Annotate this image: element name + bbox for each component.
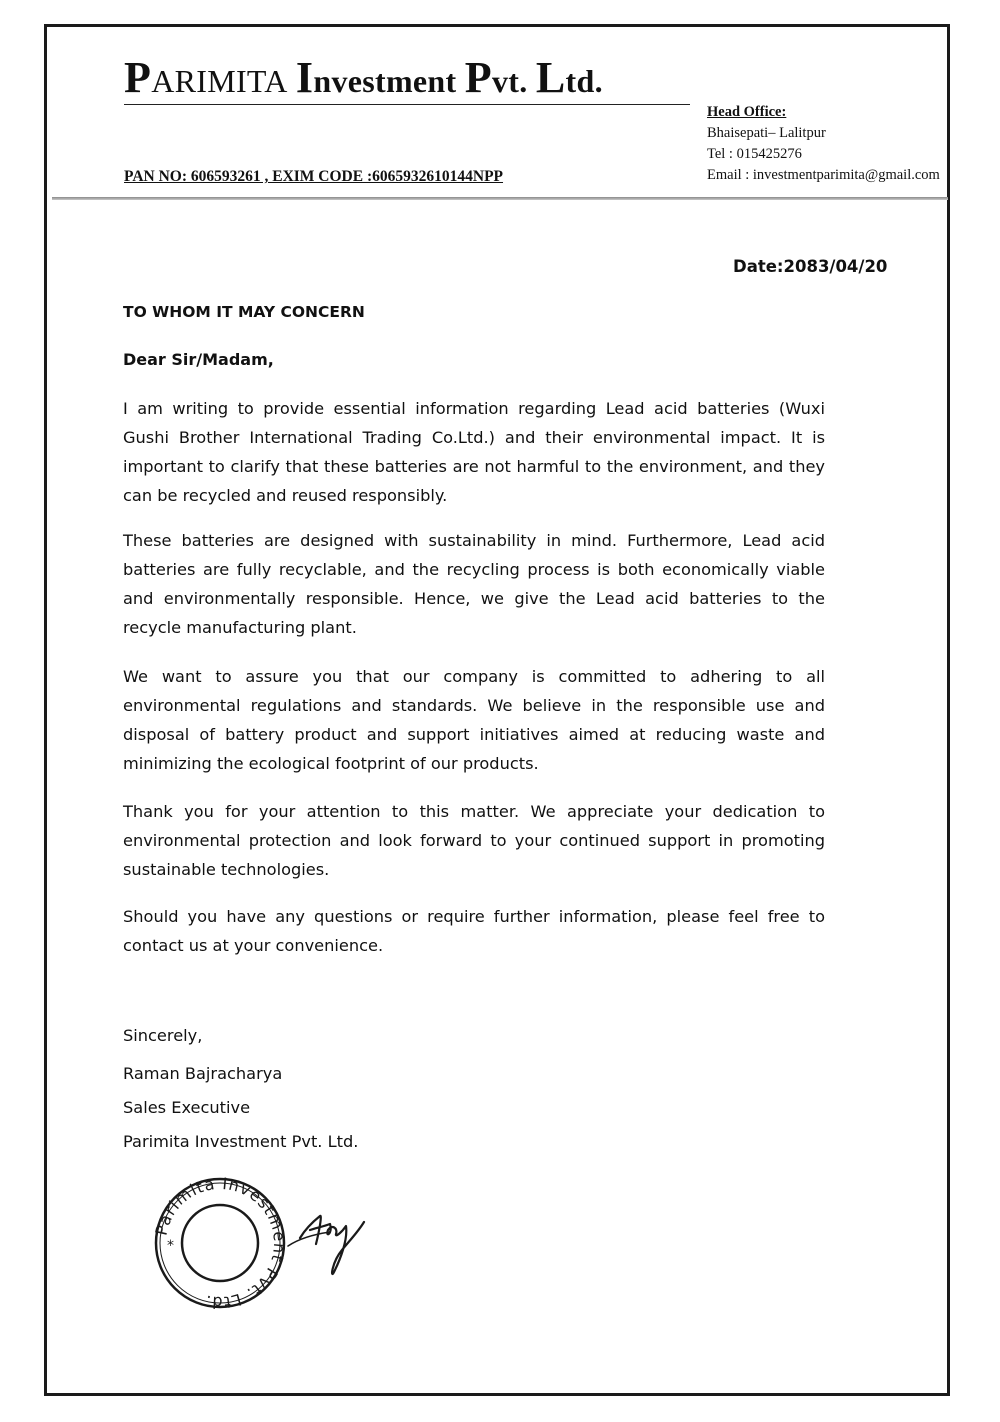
- head-office-label: Head Office:: [707, 104, 787, 120]
- company-stamp: [152, 1174, 290, 1312]
- body-paragraph-4: Thank you for your attention to this matter. We appreciate your dedication to environmental protection and look forward to your continued support in promoting sustainable technologies.: [123, 802, 825, 879]
- letter-salutation: Dear Sir/Madam,: [123, 350, 274, 369]
- stamp-text: Parimita Investment Pvt. Ltd.: [151, 1173, 290, 1313]
- header-divider: [52, 197, 948, 200]
- body-paragraph-1: I am writing to provide essential information regarding Lead acid batteries (Wuxi Gushi Brother International Trading Co.Ltd.) and their environmental impact. It is important to clarify that these batteries are not harmful to the environment, and they can be recycled and reused responsibly.: [123, 399, 825, 505]
- signatory-title: Sales Executive: [123, 1098, 251, 1117]
- body-paragraph-2: These batteries are designed with sustainability in mind. Furthermore, Lead acid batteries are fully recyclable, and the recycling process is both economically viable and environmentally responsible. Hence, we give the Lead acid batteries to the recycle manufacturing plant.: [123, 531, 825, 637]
- head-office-address: Bhaisepati– Lalitpur: [707, 125, 826, 141]
- signatory-name: Raman Bajracharya: [123, 1064, 283, 1083]
- head-office-email: Email : investmentparimita@gmail.com: [707, 167, 940, 183]
- pan-exim-line: PAN NO: 606593261 , EXIM CODE :6065932610144NPP: [124, 168, 504, 185]
- letter-date: Date:2083/04/20: [733, 257, 888, 276]
- closing-salutation: Sincerely,: [123, 1026, 203, 1045]
- company-name: PARIMITA Investment Pvt. Ltd.: [124, 53, 603, 102]
- head-office-block: [707, 102, 940, 186]
- title-underline: [124, 104, 690, 105]
- letter-subject: TO WHOM IT MAY CONCERN: [123, 303, 365, 321]
- svg-text:*: *: [167, 1238, 174, 1254]
- company-stamp-and-signature: [150, 1168, 390, 1318]
- handwritten-signature: [300, 1216, 364, 1274]
- body-paragraph-3: We want to assure you that our company is committed to adhering to all environmental regulations and standards. We believe in the responsible use and disposal of battery product and support initiatives aimed at reducing waste and minimizing the ecological footprint of our products.: [123, 667, 825, 773]
- body-paragraph-5: Should you have any questions or require further information, please feel free to contact us at your convenience.: [123, 907, 825, 955]
- head-office-tel: Tel : 015425276: [707, 146, 802, 162]
- signatory-company: Parimita Investment Pvt. Ltd.: [123, 1132, 359, 1151]
